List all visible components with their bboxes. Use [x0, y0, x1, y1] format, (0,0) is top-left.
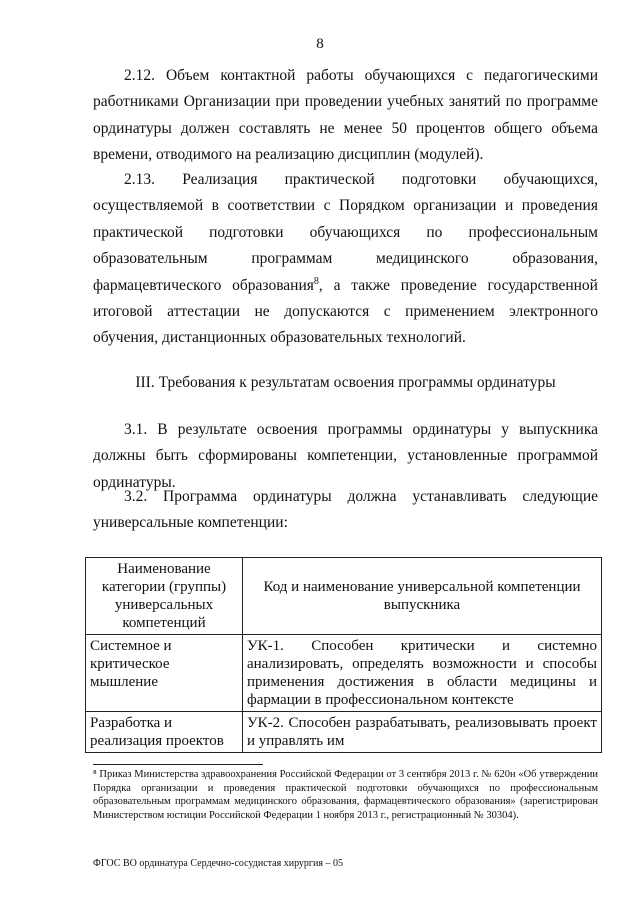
paragraph-2-12: 2.12. Объем контактной работы обучающихся с педагогическими работниками Организации при проведении учебных занятий по программе ординатуры должен составлять не менее 50 процентов общего объема времени, отводимого на реализацию дисциплин (модулей). [93, 67, 598, 164]
table-header-row [86, 558, 602, 635]
competence-table [85, 557, 602, 753]
table-row [86, 712, 602, 753]
header-code: Код и наименование универсальной компетенции выпускника [243, 558, 602, 635]
header-category: Наименование категории (группы) универсальных компетенций [86, 558, 243, 635]
table-row [86, 635, 602, 712]
footnote-separator [93, 764, 263, 765]
page-footer: ФГОС ВО ординатура Сердечно-сосудистая хирургия – 05 [93, 858, 343, 869]
row-competence: УК-2. Способен разрабатывать, реализовывать проект и управлять им [243, 712, 602, 753]
row-competence: УК-1. Способен критически и системно анализировать, определять возможности и способы применения достижения в области медицины и фармации в профессиональном контексте [243, 635, 602, 712]
paragraph-3-1: 3.1. В результате освоения программы ординатуры у выпускника должны быть сформированы компетенции, установленные программой ординатуры. [93, 421, 598, 491]
paragraph-2-13-text-a: 2.13. Реализация практической подготовки обучающихся, осуществляемой в соответствии с Порядком организации и проведения практической подготовки обучающихся по профессиональным образовательным программам медицинского образования, фармацевтического образования [93, 171, 598, 294]
paragraph-2-13-text-b: , а также проведение государственной итоговой аттестации не допускаются с применением электронного обучения, дистанционных образовательных технологий. [93, 276, 598, 347]
paragraph-3-2: 3.2. Программа ординатуры должна устанавливать следующие универсальные компетенции: [93, 488, 598, 532]
paragraph-2-13 [93, 167, 598, 352]
section-title: III. Требования к результатам освоения программы ординатуры [135, 374, 556, 391]
footnote-ref: 8 [313, 275, 319, 287]
page-number: 8 [316, 36, 324, 52]
row-category: Разработка и реализация проектов [86, 712, 243, 753]
row-category: Системное и критическое мышление [86, 635, 243, 712]
footnote: ⁸ Приказ Министерства здравоохранения Российской Федерации от 3 сентября 2013 г. № 620н «Об утверждении Порядка организации и проведения практической подготовки обучающихся по профессиональным образовательным программам медицинского образования, фармацевтического образования» (зарегистрирован Министерством юстиции Российской Федерации 1 ноября 2013 г., регистрационный № 30304). [93, 769, 598, 821]
